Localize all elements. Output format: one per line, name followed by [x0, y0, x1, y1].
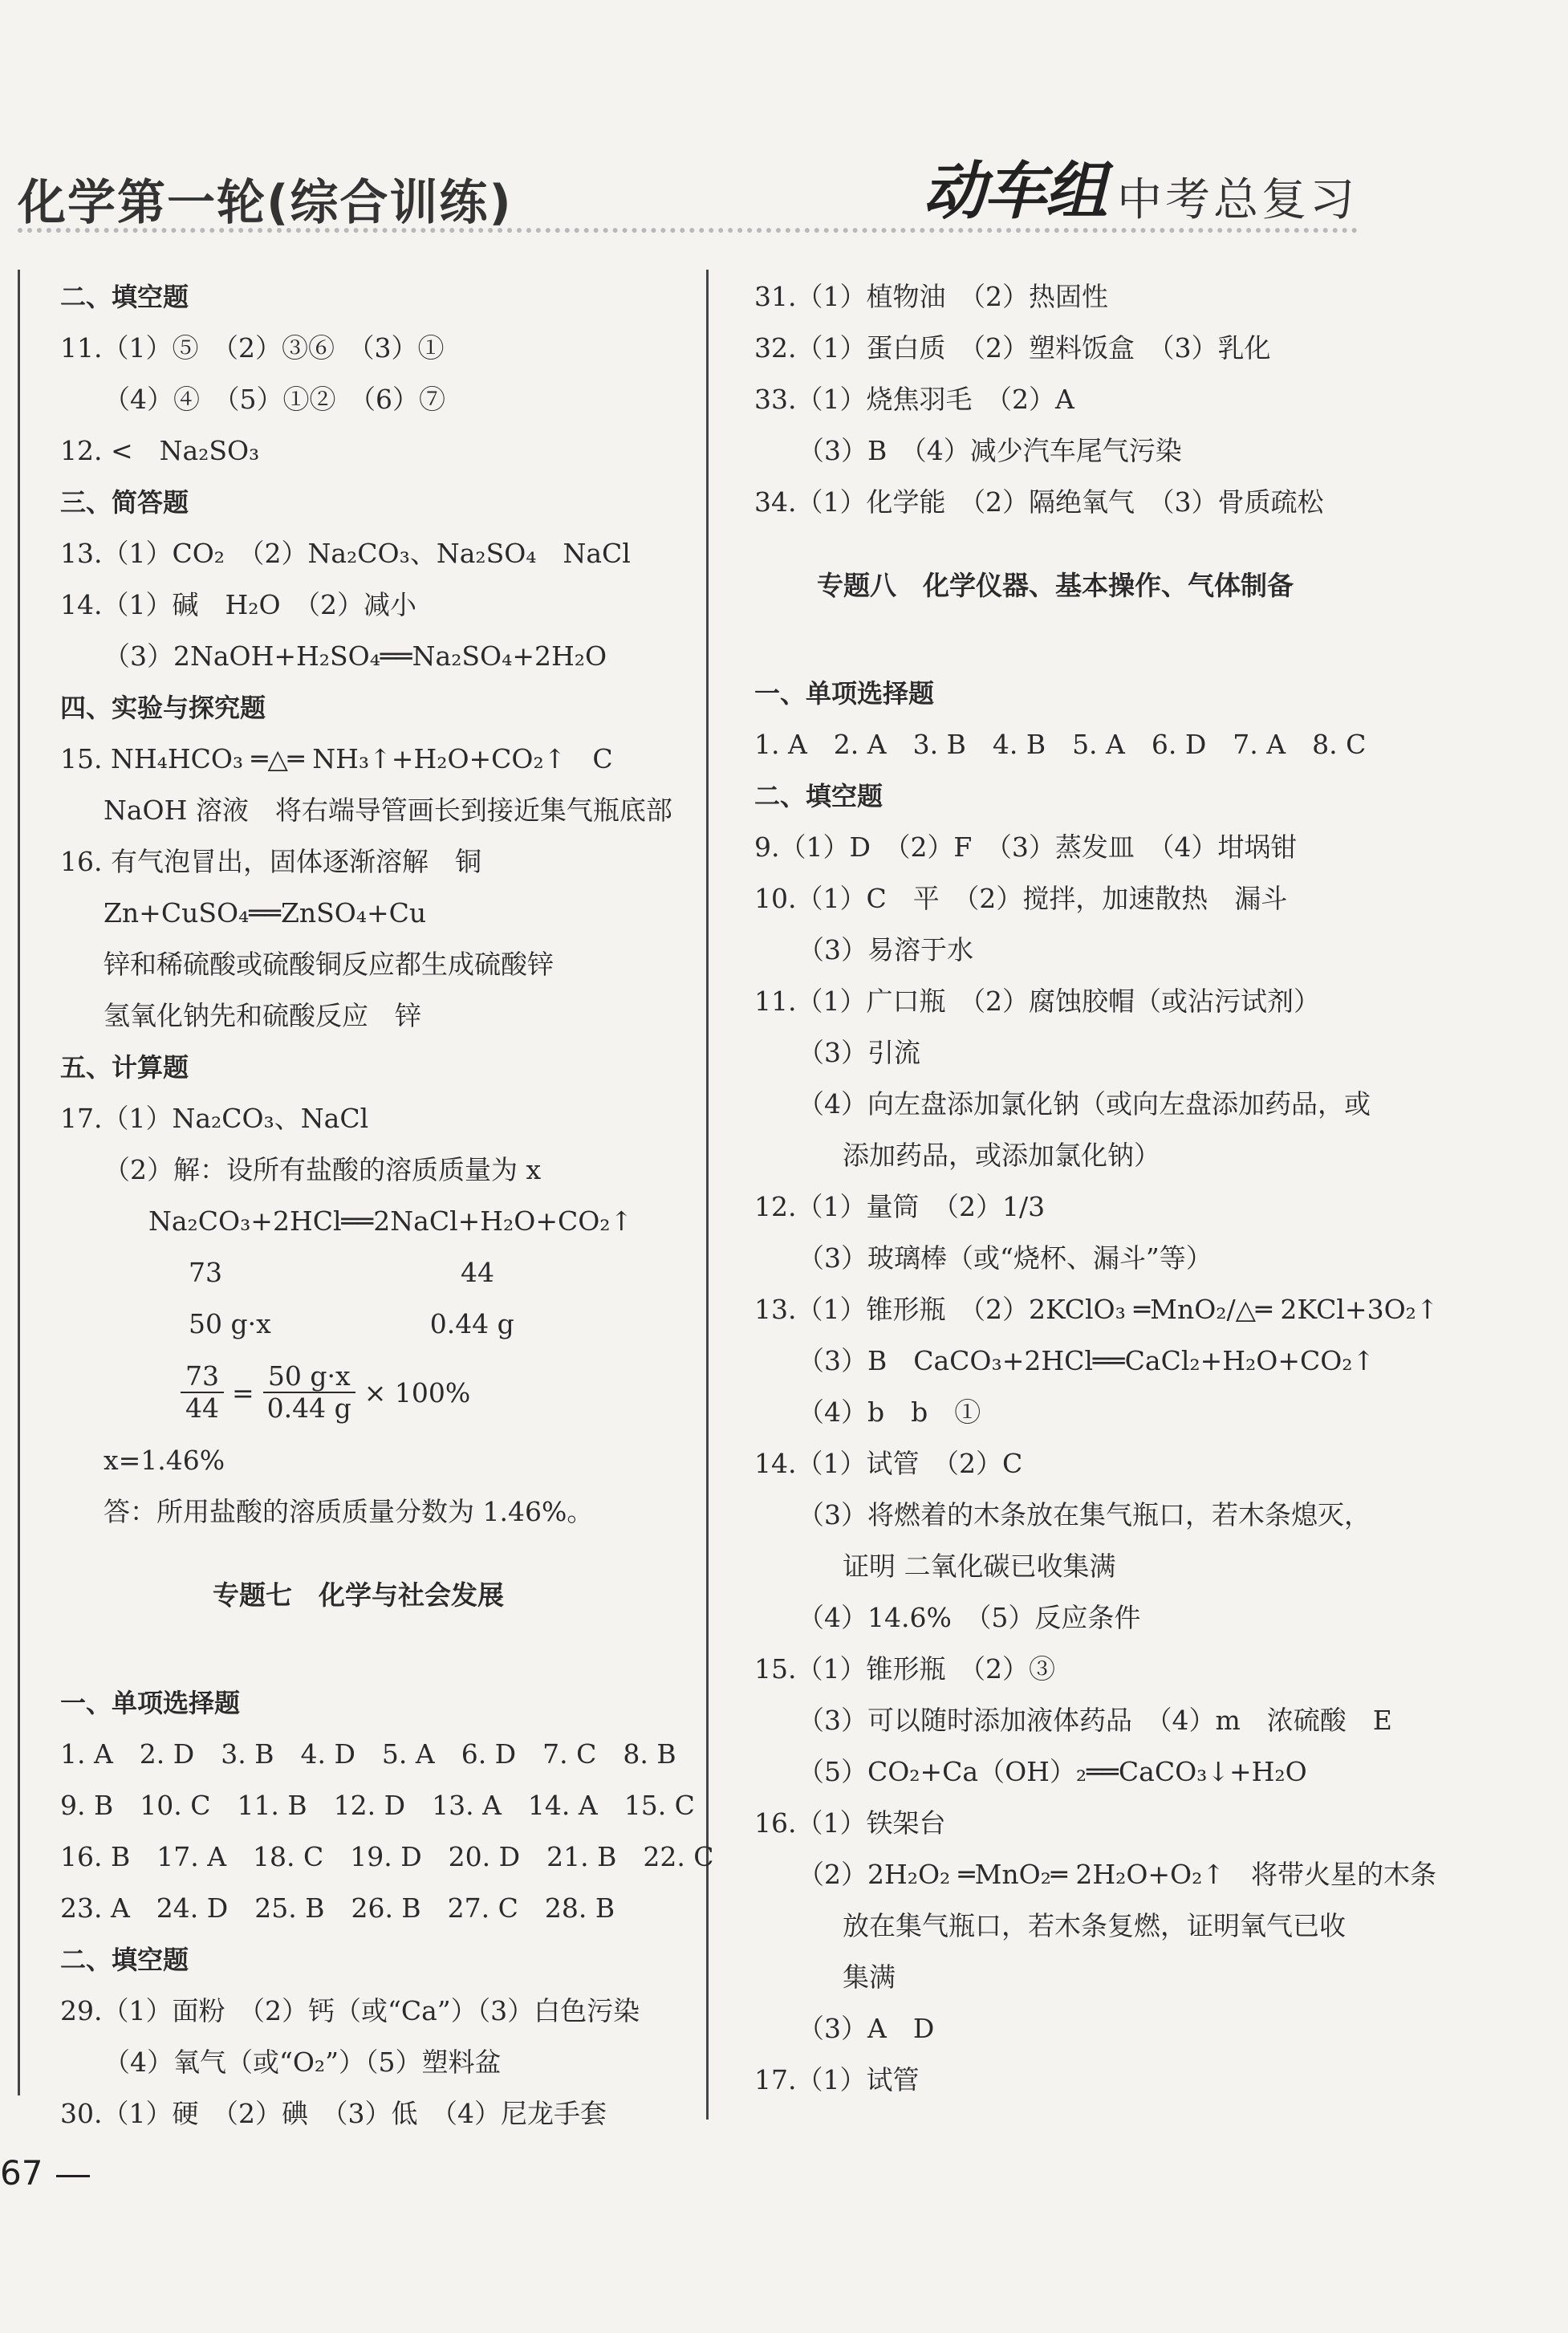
left-answer-line: 16. B 17. A 18. C 19. D 20. D 21. B 22. C: [60, 1841, 714, 1872]
right-answer-line: 34.（1）化学能 （2）隔绝氧气 （3）骨质疏松: [754, 486, 1324, 518]
right-answer-line: 添加药品，或添加氯化钠）: [843, 1140, 1160, 1171]
left-topic-heading: 专题七 化学与社会发展: [213, 1579, 504, 1611]
left-answer-line: （4）④ （5）①② （6）⑦: [104, 384, 445, 415]
page-title: 化学第一轮(综合训练): [18, 175, 513, 231]
left-answer-line: （2）解：设所有盐酸的溶质质量为 x: [104, 1154, 542, 1185]
right-answer-line: 32.（1）蛋白质 （2）塑料饭盒 （3）乳化: [754, 332, 1271, 364]
left-answer-line: 30.（1）硬 （2）碘 （3）低 （4）尼龙手套: [60, 2098, 607, 2129]
left-answer-line: 13.（1）CO₂ （2）Na₂CO₃、Na₂SO₄ NaCl: [60, 538, 631, 569]
left-answer-line: 17.（1）Na₂CO₃、NaCl: [60, 1103, 369, 1134]
right-section-heading: 二、填空题: [754, 781, 884, 811]
page-number-dash: [56, 2175, 90, 2177]
denominator: 44: [185, 1392, 219, 1424]
right-answer-line: （4）向左盘添加氯化钠（或向左盘添加药品，或: [798, 1088, 1371, 1120]
left-answer-line: Na₂CO₃+2HCl══2NaCl+H₂O+CO₂↑: [148, 1205, 633, 1237]
left-margin-rule: [18, 270, 20, 2095]
left-section-heading: 一、单项选择题: [60, 1688, 241, 1718]
left-answer-line: 1. A 2. D 3. B 4. D 5. A 6. D 7. C 8. B: [60, 1738, 676, 1770]
brand-logo: 动车组: [922, 155, 1106, 228]
left-column: [60, 271, 714, 2140]
right-answer-line: 13.（1）锥形瓶 （2）2KClO₃ ═MnO₂/△═ 2KCl+3O₂↑: [754, 1294, 1439, 1325]
right-answer-line: （3）B （4）减少汽车尾气污染: [798, 435, 1182, 466]
denominator: 0.44 g: [266, 1392, 351, 1424]
right-answer-line: （4）14.6% （5）反应条件: [798, 1602, 1141, 1633]
right-answer-line: （3）A D: [798, 2013, 935, 2044]
left-answer-line: 14.（1）碱 H₂O （2）减小: [60, 589, 417, 620]
right-answer-line: 31.（1）植物油 （2）热固性: [754, 281, 1108, 312]
left-section-heading: 二、填空题: [60, 1945, 189, 1975]
left-answer-line: 锌和稀硫酸或硫酸铜反应都生成硫酸锌: [104, 949, 554, 980]
right-answer-line: 11.（1）广口瓶 （2）腐蚀胶帽（或沾污试剂）: [754, 986, 1320, 1017]
left-answer-line: x=1.46%: [104, 1445, 225, 1476]
left-answer-line: 9. B 10. C 11. B 12. D 13. A 14. A 15. C: [60, 1790, 695, 1821]
fraction-right: [262, 1361, 356, 1424]
right-answer-line: 16.（1）铁架台: [754, 1807, 946, 1839]
left-answer-line: Zn+CuSO₄══ZnSO₄+Cu: [104, 897, 427, 929]
left-answer-line: （4）氧气（或“O₂”）（5）塑料盆: [104, 2046, 502, 2078]
right-answer-line: 12.（1）量筒 （2）1/3: [754, 1191, 1046, 1222]
right-column: [754, 271, 1439, 2106]
right-answer-line: 放在集气瓶口，若木条复燃，证明氧气已收: [843, 1910, 1346, 1941]
header-divider: [18, 228, 1358, 233]
left-answer-line: 氢氧化钠先和硫酸反应 锌: [104, 1000, 421, 1031]
left-fraction-equation: [60, 1350, 694, 1435]
right-answer-line: （3）可以随时添加液体药品 （4）m 浓硫酸 E: [798, 1705, 1392, 1736]
right-answer-line: （4）b b ①: [798, 1396, 981, 1428]
fraction-left: [181, 1361, 224, 1424]
numerator: 73: [181, 1361, 224, 1393]
numerator: 50 g·x: [263, 1361, 355, 1393]
right-answer-line: 10.（1）C 平 （2）搅拌，加速散热 漏斗: [754, 883, 1288, 914]
right-answer-line: （5）CO₂+Ca（OH）₂══CaCO₃↓+H₂O: [798, 1756, 1307, 1787]
left-section-heading: 五、计算题: [60, 1052, 189, 1083]
left-answer-line: 23. A 24. D 25. B 26. B 27. C 28. B: [60, 1892, 615, 1924]
left-section-heading: 二、填空题: [60, 282, 189, 312]
equals-sign: =: [232, 1376, 254, 1408]
right-answer-line: （3）易溶于水: [798, 934, 973, 965]
percent-factor: × 100%: [364, 1376, 471, 1408]
left-section-heading: 三、简答题: [60, 487, 189, 518]
right-section-heading: 一、单项选择题: [754, 678, 935, 709]
left-answer-line: 29.（1）面粉 （2）钙（或“Ca”）（3）白色污染: [60, 1995, 640, 2026]
left-answer-line: （3）2NaOH+H₂SO₄══Na₂SO₄+2H₂O: [104, 640, 607, 672]
left-answer-line: 答：所用盐酸的溶质质量分数为 1.46%。: [104, 1496, 594, 1527]
right-topic-heading: 专题八 化学仪器、基本操作、气体制备: [817, 570, 1294, 601]
right-answer-line: （3）将燃着的木条放在集气瓶口，若木条熄灭，: [798, 1499, 1371, 1530]
right-answer-line: 1. A 2. A 3. B 4. B 5. A 6. D 7. A 8. C: [754, 729, 1367, 760]
left-answer-line: NaOH 溶液 将右端导管画长到接近集气瓶底部: [104, 795, 672, 826]
left-answer-line: 12. < Na₂SO₃: [60, 435, 260, 466]
right-answer-line: （3）玻璃棒（或“烧杯、漏斗”等）: [798, 1242, 1213, 1274]
right-answer-line: 证明 二氧化碳已收集满: [843, 1551, 1116, 1582]
page-number: 67: [0, 2153, 43, 2193]
left-answer-line: 16. 有气泡冒出，固体逐渐溶解 铜: [60, 846, 481, 877]
left-answer-line: 15. NH₄HCO₃ ═△═ NH₃↑+H₂O+CO₂↑ C: [60, 743, 613, 774]
left-answer-line: 73 44: [189, 1257, 494, 1288]
right-answer-line: 集满: [843, 1961, 896, 1993]
brand-header: [922, 155, 1358, 228]
right-answer-line: 17.（1）试管: [754, 2064, 920, 2095]
left-answer-line: 50 g·x 0.44 g: [189, 1308, 514, 1339]
left-section-heading: 四、实验与探究题: [60, 693, 266, 723]
right-answer-line: 33.（1）烧焦羽毛 （2）A: [754, 384, 1074, 415]
right-answer-line: 9.（1）D （2）F （3）蒸发皿 （4）坩埚钳: [754, 831, 1298, 863]
right-answer-line: 15.（1）锥形瓶 （2）③: [754, 1653, 1055, 1685]
right-answer-line: 14.（1）试管 （2）C: [754, 1448, 1023, 1479]
right-answer-line: （3）引流: [798, 1037, 920, 1068]
right-answer-line: （3）B CaCO₃+2HCl══CaCl₂+H₂O+CO₂↑: [798, 1345, 1375, 1376]
left-answer-line: 11.（1）⑤ （2）③⑥ （3）①: [60, 332, 445, 364]
right-answer-line: （2）2H₂O₂ ═MnO₂═ 2H₂O+O₂↑ 将带火星的木条: [798, 1859, 1436, 1890]
brand-subtitle: 中考总复习: [1117, 174, 1358, 226]
